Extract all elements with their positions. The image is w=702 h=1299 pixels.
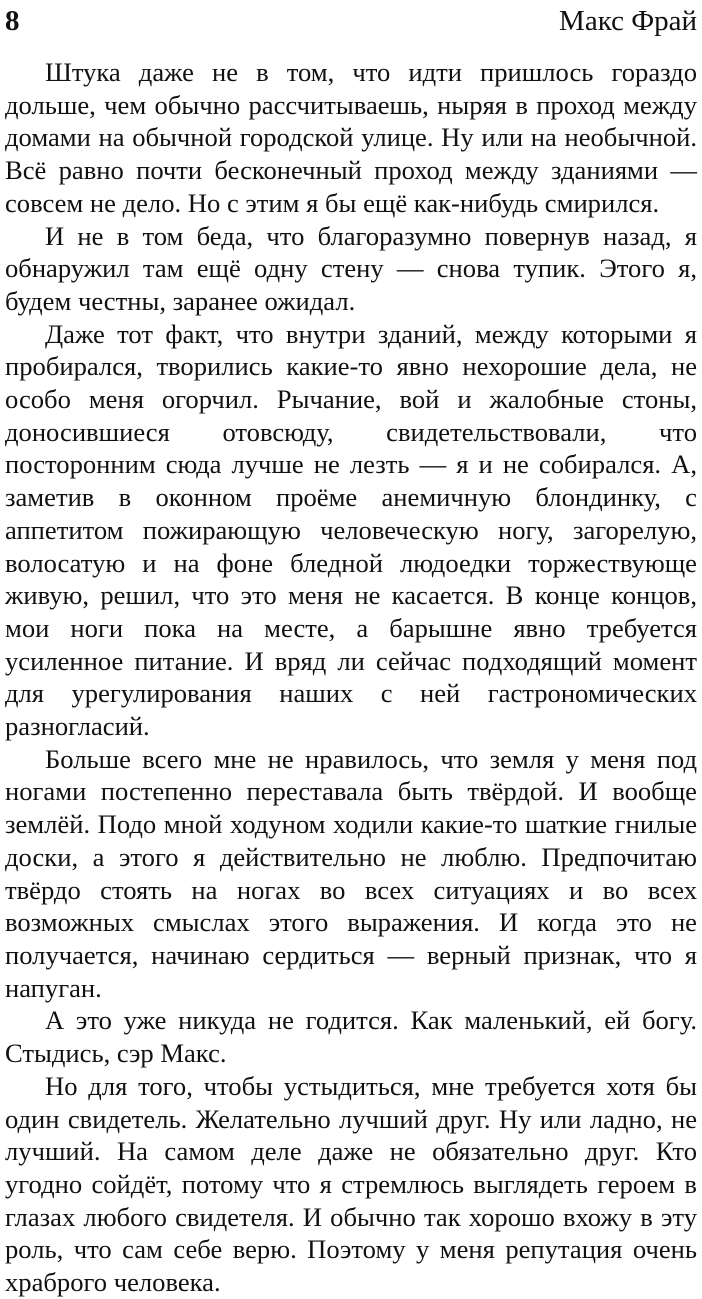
body-text	[5, 56, 697, 1299]
page-header	[5, 4, 697, 38]
paragraph: А это уже никуда не годится. Как маленький, ей богу. Стыдись, сэр Макс.	[5, 1005, 697, 1069]
page-number: 8	[5, 5, 20, 37]
paragraph: Штука даже не в том, что идти пришлось гораздо дольше, чем обычно рассчитываешь, ныряя в проход между домами на обычной городской улице. Ну или на необычной. Всё равно почти бесконечный проход между зданиями — совсем не дело. Но с этим я бы ещё как-нибудь смирился.	[5, 57, 697, 218]
paragraph: Больше всего мне не нравилось, что земля у меня под ногами постепенно переставала быть твёрдой. И вообще землёй. Подо мной ходуном ходили какие-то шаткие гнилые доски, а этого я действительно не люблю. Предпочитаю твёрдо стоять на ногах во всех ситуациях и во всех возможных смыслах этого выражения. И когда это не получается, начинаю сердиться — верный признак, что я напуган.	[5, 743, 697, 1003]
paragraph: Даже тот факт, что внутри зданий, между которыми я пробирался, творились какие-то явно нехорошие дела, не особо меня огорчил. Рычание, вой и жалобные стоны, доносившиеся отовсюду, свидетельствовали, что посторонним сюда лучше не лезть — я и не собирался. А, заметив в оконном проёме анемичную блондинку, с аппетитом пожирающую человеческую ногу, загорелую, волосатую и на фоне бледной людоедки торжествующе живую, решил, что это меня не касается. В конце концов, мои ноги пока на месте, а барышне явно требуется усиленное питание. И вряд ли сейчас подходящий момент для урегулирования наших с ней гастрономических разногласий.	[5, 318, 697, 742]
paragraph: И не в том беда, что благоразумно повернув назад, я обнаружил там ещё одну стену — снова тупик. Этого я, будем честны, заранее ожидал.	[5, 220, 697, 316]
paragraph: Но для того, чтобы устыдиться, мне требуется хотя бы один свидетель. Желательно лучший друг. Ну или ладно, не лучший. На самом деле даже не обязательно друг. Кто угодно сойдёт, потому что я стремлюсь выглядеть героем в глазах любого свидетеля. И обычно так хорошо вхожу в эту роль, что сам себе верю. Поэтому у меня репутация очень храброго человека.	[5, 1070, 697, 1298]
running-title-author: Макс Фрай	[559, 5, 697, 37]
book-page	[5, 0, 697, 1298]
